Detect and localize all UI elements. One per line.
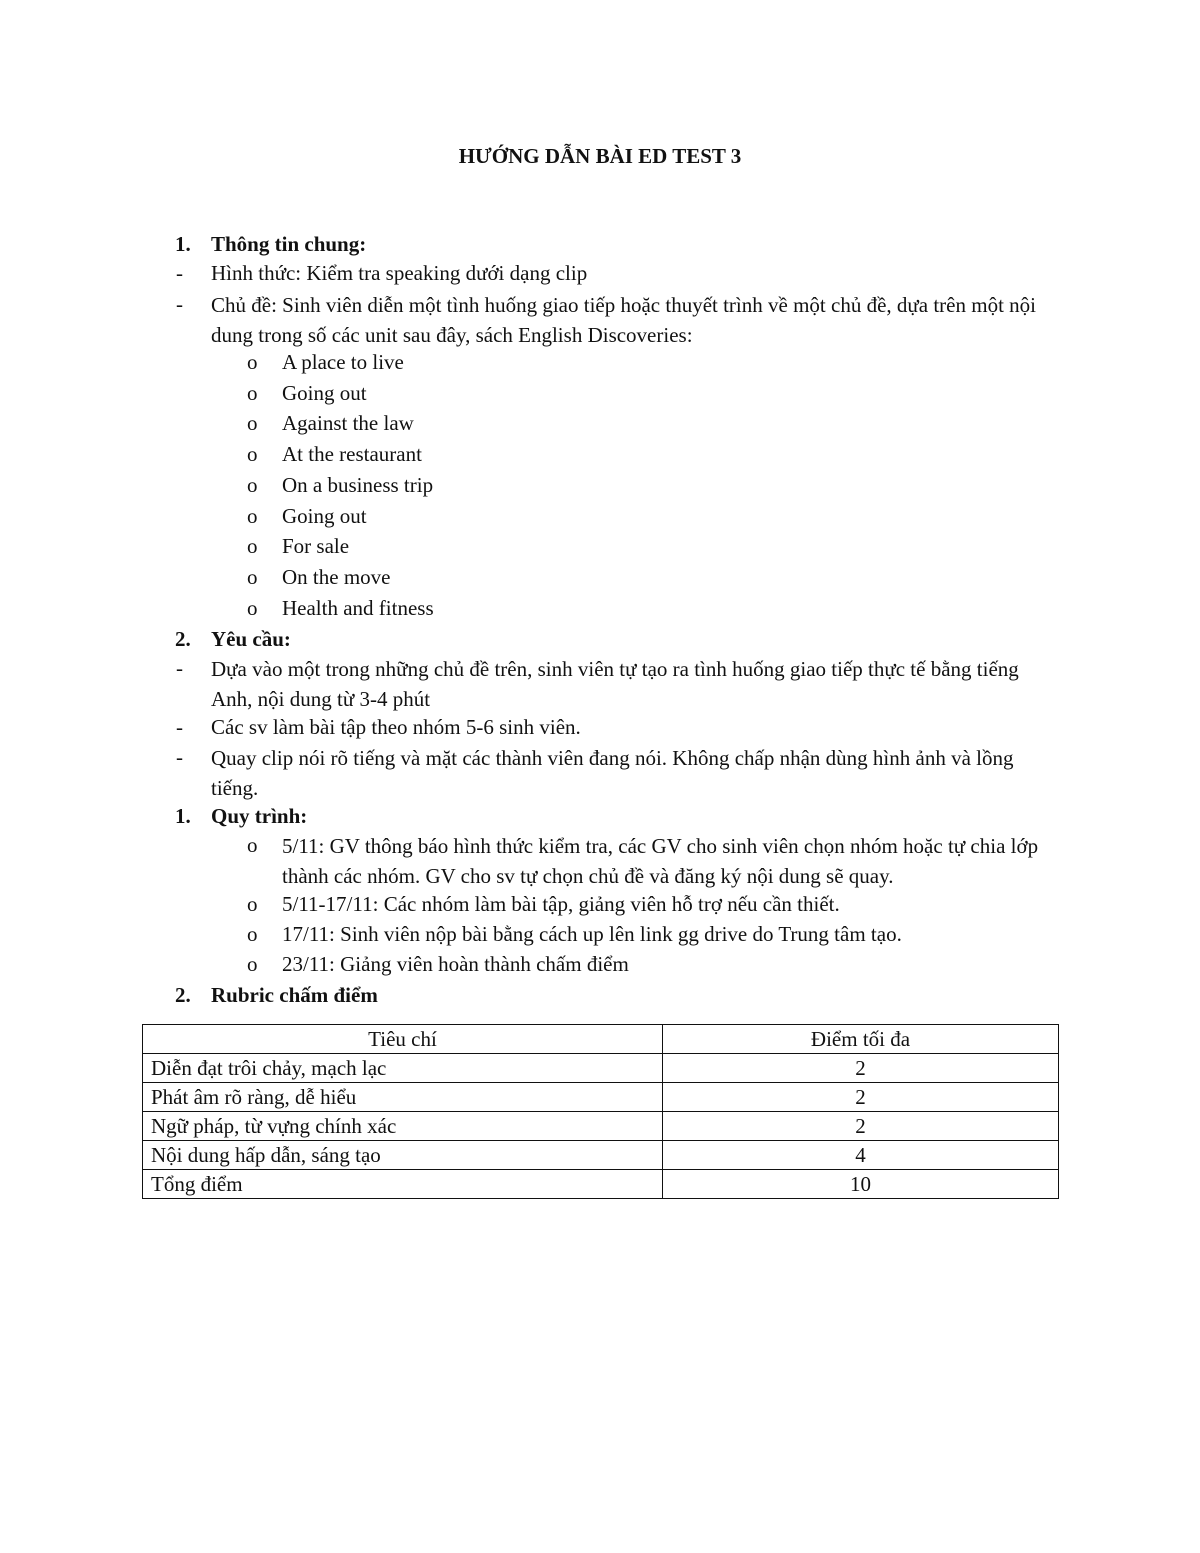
circle-bullet: o: [247, 442, 258, 466]
unit-item-text: At the restaurant: [282, 442, 422, 466]
section-heading-text: Yêu cầu:: [211, 627, 291, 651]
dash-bullet: -: [176, 292, 183, 316]
section-heading-text: Thông tin chung:: [211, 232, 367, 256]
unit-item-text: Going out: [282, 504, 367, 528]
section-heading-text: Quy trình:: [211, 804, 308, 828]
process-step-text: 17/11: Sinh viên nộp bài bằng cách up lên link gg drive do Trung tâm tạo.: [282, 922, 902, 946]
unit-item-text: For sale: [282, 534, 350, 558]
table-row: [143, 1083, 1059, 1112]
table-header-row: [143, 1025, 1059, 1054]
unit-item-text: On a business trip: [282, 473, 434, 497]
dash-bullet: -: [176, 261, 183, 285]
circle-bullet: o: [247, 534, 258, 558]
unit-item-text: On the move: [282, 565, 391, 589]
circle-bullet: o: [247, 381, 258, 405]
table-row-total: [143, 1170, 1059, 1199]
list-item-text: Hình thức: Kiểm tra speaking dưới dạng clip: [211, 261, 588, 285]
circle-bullet: o: [247, 833, 258, 857]
circle-bullet: o: [247, 411, 258, 435]
circle-bullet: o: [247, 596, 258, 620]
circle-bullet: o: [247, 350, 258, 374]
circle-bullet: o: [247, 565, 258, 589]
score-cell: 2: [663, 1112, 1059, 1141]
circle-bullet: o: [247, 922, 258, 946]
section-number: 1.: [175, 232, 191, 256]
criterion-cell: Diễn đạt trôi chảy, mạch lạc: [143, 1054, 663, 1083]
column-header-max-score: Điểm tối đa: [663, 1025, 1059, 1054]
circle-bullet: o: [247, 892, 258, 916]
dash-bullet: -: [176, 656, 183, 680]
circle-bullet: o: [247, 473, 258, 497]
process-step-text: 23/11: Giảng viên hoàn thành chấm điểm: [282, 952, 629, 976]
section-number: 2.: [175, 627, 191, 651]
criterion-cell: Ngữ pháp, từ vựng chính xác: [143, 1112, 663, 1141]
document-title: HƯỚNG DẪN BÀI ED TEST 3: [458, 144, 742, 168]
section-number: 1.: [175, 804, 191, 828]
rubric-table: [142, 1024, 1059, 1199]
criterion-cell: Tổng điểm: [143, 1170, 663, 1199]
unit-item-text: Against the law: [282, 411, 414, 435]
criterion-cell: Phát âm rõ ràng, dễ hiểu: [143, 1083, 663, 1112]
table-row: [143, 1141, 1059, 1170]
process-step-text: 5/11-17/11: Các nhóm làm bài tập, giảng viên hỗ trợ nếu cần thiết.: [282, 892, 840, 916]
list-item-text: Quay clip nói rõ tiếng và mặt các thành viên đang nói. Không chấp nhận dùng hình ảnh và lồng tiếng.: [211, 746, 1014, 800]
circle-bullet: o: [247, 504, 258, 528]
unit-item-text: Health and fitness: [282, 596, 434, 620]
section-number: 2.: [175, 983, 191, 1007]
score-cell: 10: [663, 1170, 1059, 1199]
list-item-text: Các sv làm bài tập theo nhóm 5-6 sinh viên.: [211, 715, 581, 739]
score-cell: 4: [663, 1141, 1059, 1170]
table-row: [143, 1054, 1059, 1083]
column-header-criterion: Tiêu chí: [143, 1025, 663, 1054]
list-item-text: Chủ đề: Sinh viên diễn một tình huống giao tiếp hoặc thuyết trình về một chủ đề, dựa trên một nội dung trong số các unit sau đây, sách English Discoveries:: [211, 293, 1036, 347]
list-item-text: Dựa vào một trong những chủ đề trên, sinh viên tự tạo ra tình huống giao tiếp thực tế bằng tiếng Anh, nội dung từ 3-4 phút: [211, 657, 1019, 711]
dash-bullet: -: [176, 745, 183, 769]
section-heading-text: Rubric chấm điểm: [211, 983, 378, 1007]
table-row: [143, 1112, 1059, 1141]
process-step-text: 5/11: GV thông báo hình thức kiểm tra, các GV cho sinh viên chọn nhóm hoặc tự chia lớp thành các nhóm. GV cho sv tự chọn chủ đề và đăng ký nội dung sẽ quay.: [282, 834, 1039, 888]
score-cell: 2: [663, 1083, 1059, 1112]
circle-bullet: o: [247, 952, 258, 976]
criterion-cell: Nội dung hấp dẫn, sáng tạo: [143, 1141, 663, 1170]
dash-bullet: -: [176, 715, 183, 739]
unit-item-text: A place to live: [282, 350, 404, 374]
score-cell: 2: [663, 1054, 1059, 1083]
unit-item-text: Going out: [282, 381, 367, 405]
